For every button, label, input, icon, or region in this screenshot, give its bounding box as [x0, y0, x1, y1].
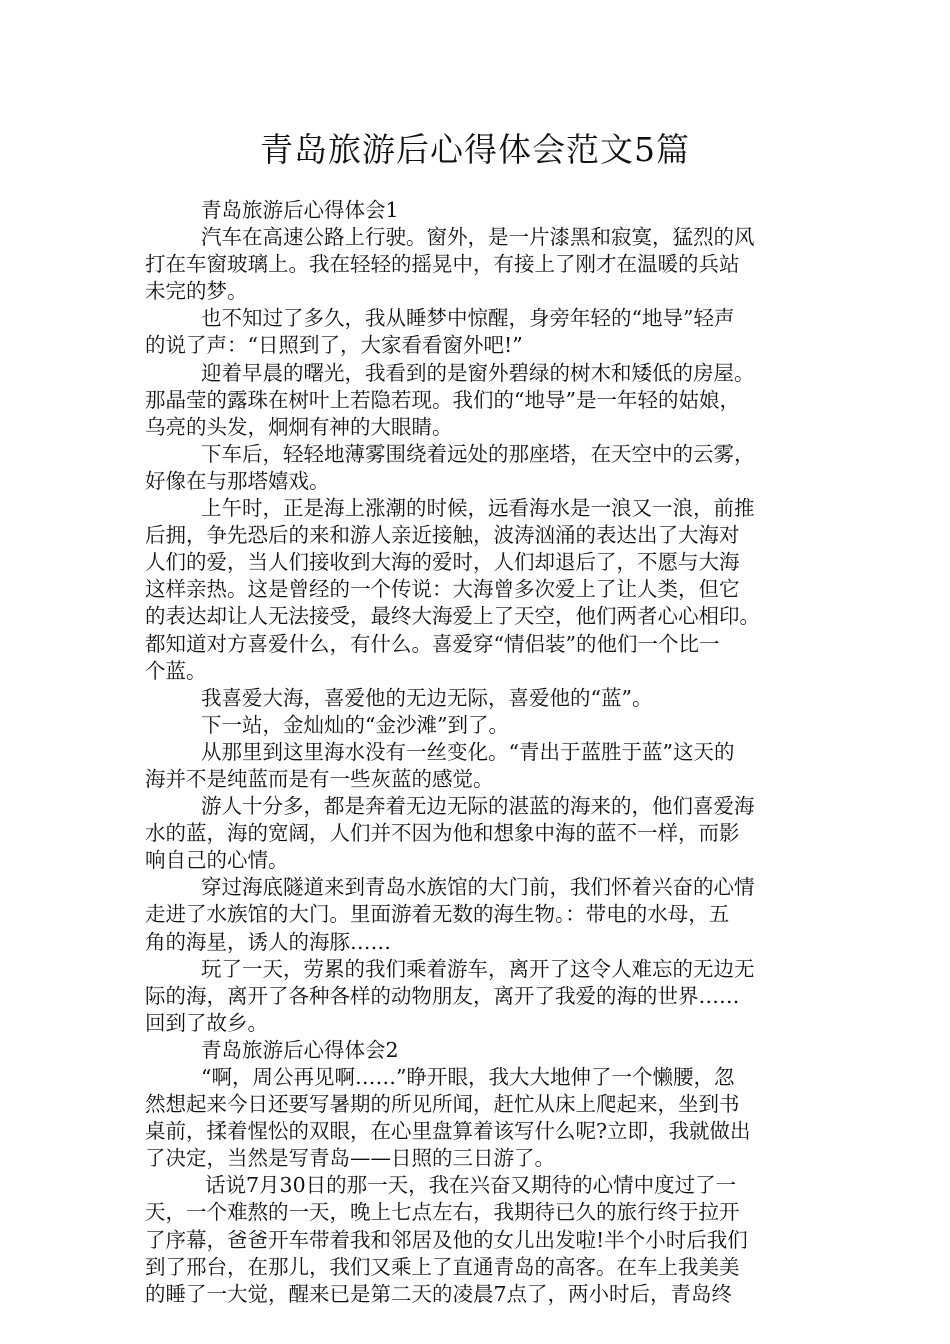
- text-line: 游人十分多，都是奔着无边无际的湛蓝的海来的，他们喜爱海: [201, 794, 755, 819]
- text-line: “啊，周公再见啊……”睁开眼，我大大地伸了一个懒腰，忽: [201, 1065, 735, 1089]
- text-line: 乌亮的头发，炯炯有神的大眼睛。: [145, 414, 453, 439]
- text-line: 天，一个难熬的一天，晚上七点左右，我期待已久的旅行终于拉开: [145, 1200, 740, 1225]
- text-line: 后拥，争先恐后的来和游人亲近接触，波涛汹涌的表达出了大海对: [145, 523, 740, 548]
- text-line: 下一站，金灿灿的“金沙滩”到了。: [201, 712, 509, 737]
- text-line: 然想起来今日还要写暑期的所见所闻，赶忙从床上爬起来，坐到书: [145, 1092, 740, 1117]
- text-line: 的睡了一大觉，醒来已是第二天的凌晨7点了，两小时后，青岛终: [145, 1281, 733, 1306]
- text-line: 回到了故乡。: [145, 1010, 268, 1035]
- text-line: 从那里到这里海水没有一丝变化。“青出于蓝胜于蓝”这天的: [201, 739, 735, 764]
- text-line: 青岛旅游后心得体会2: [201, 1037, 399, 1062]
- text-line: 汽车在高速公路上行驶。窗外，是一片漆黑和寂寞，猛烈的风: [201, 225, 755, 250]
- text-line: 角的海星，诱人的海豚……: [145, 929, 391, 954]
- text-line: 都知道对方喜爱什么，有什么。喜爱穿“情侣装”的他们一个比一: [145, 631, 720, 656]
- text-line: 话说7月30日的那一天，我在兴奋又期待的心情中度过了一: [205, 1173, 737, 1198]
- text-line: 打在车窗玻璃上。我在轻轻的摇晃中，有接上了刚才在温暖的兵站: [145, 252, 740, 277]
- text-line: 了决定，当然是写青岛——日照的三日游了。: [145, 1146, 555, 1171]
- text-line: 走进了水族馆的大门。里面游着无数的海生物。：带电的水母，五: [145, 902, 730, 927]
- text-line: 了序幕，爸爸开车带着我和邻居及他的女儿出发啦!半个小时后我们: [145, 1227, 748, 1252]
- text-line: 这样亲热。这是曾经的一个传说：大海曾多次爱上了让人类，但它: [145, 577, 740, 602]
- text-line: 桌前，揉着惺忪的双眼，在心里盘算着该写什么呢?立即，我就做出: [145, 1119, 751, 1144]
- text-line: 响自己的心情。: [145, 848, 289, 873]
- text-line: 个蓝。: [145, 658, 207, 683]
- text-line: 青岛旅游后心得体会1: [201, 198, 399, 222]
- text-line: 的说了声：“日照到了，大家看看窗外吧!”: [145, 333, 523, 358]
- text-line: 也不知过了多久，我从睡梦中惊醒，身旁年轻的“地导”轻声: [201, 306, 735, 331]
- text-line: 未完的梦。: [145, 279, 248, 304]
- text-line: 水的蓝，海的宽阔，人们并不因为他和想象中海的蓝不一样，而影: [145, 821, 740, 846]
- text-line: 穿过海底隧道来到青岛水族馆的大门前，我们怀着兴奋的心情: [201, 875, 755, 900]
- text-line: 海并不是纯蓝而是有一些灰蓝的感觉。: [145, 766, 494, 791]
- text-line: 到了邢台，在那儿，我们又乘上了直通青岛的高客。在车上我美美: [145, 1254, 740, 1279]
- text-line: 的表达却让人无法接受，最终大海爱上了天空，他们两者心心相印。: [145, 604, 760, 629]
- text-line: 那晶莹的露珠在树叶上若隐若现。我们的“地导”是一年轻的姑娘，: [145, 387, 740, 412]
- text-line: 玩了一天，劳累的我们乘着游车，离开了这令人难忘的无边无: [201, 956, 755, 981]
- text-line: 迎着早晨的曙光，我看到的是窗外碧绿的树木和矮低的房屋。: [201, 360, 755, 385]
- text-line: 我喜爱大海，喜爱他的无边无际，喜爱他的“蓝”。: [201, 685, 653, 710]
- text-line: 好像在与那塔嬉戏。: [145, 468, 330, 493]
- document-title: 青岛旅游后心得体会范文5篇: [260, 130, 690, 169]
- text-line: 人们的爱，当人们接收到大海的爱时，人们却退后了，不愿与大海: [145, 550, 740, 575]
- text-line: 上午时，正是海上涨潮的时候，远看海水是一浪又一浪，前推: [201, 496, 755, 521]
- text-line: 际的海，离开了各种各样的动物朋友，离开了我爱的海的世界……: [145, 983, 740, 1008]
- text-line: 下车后，轻轻地薄雾围绕着远处的那座塔，在天空中的云雾，: [201, 441, 755, 466]
- document-body: [145, 197, 805, 1308]
